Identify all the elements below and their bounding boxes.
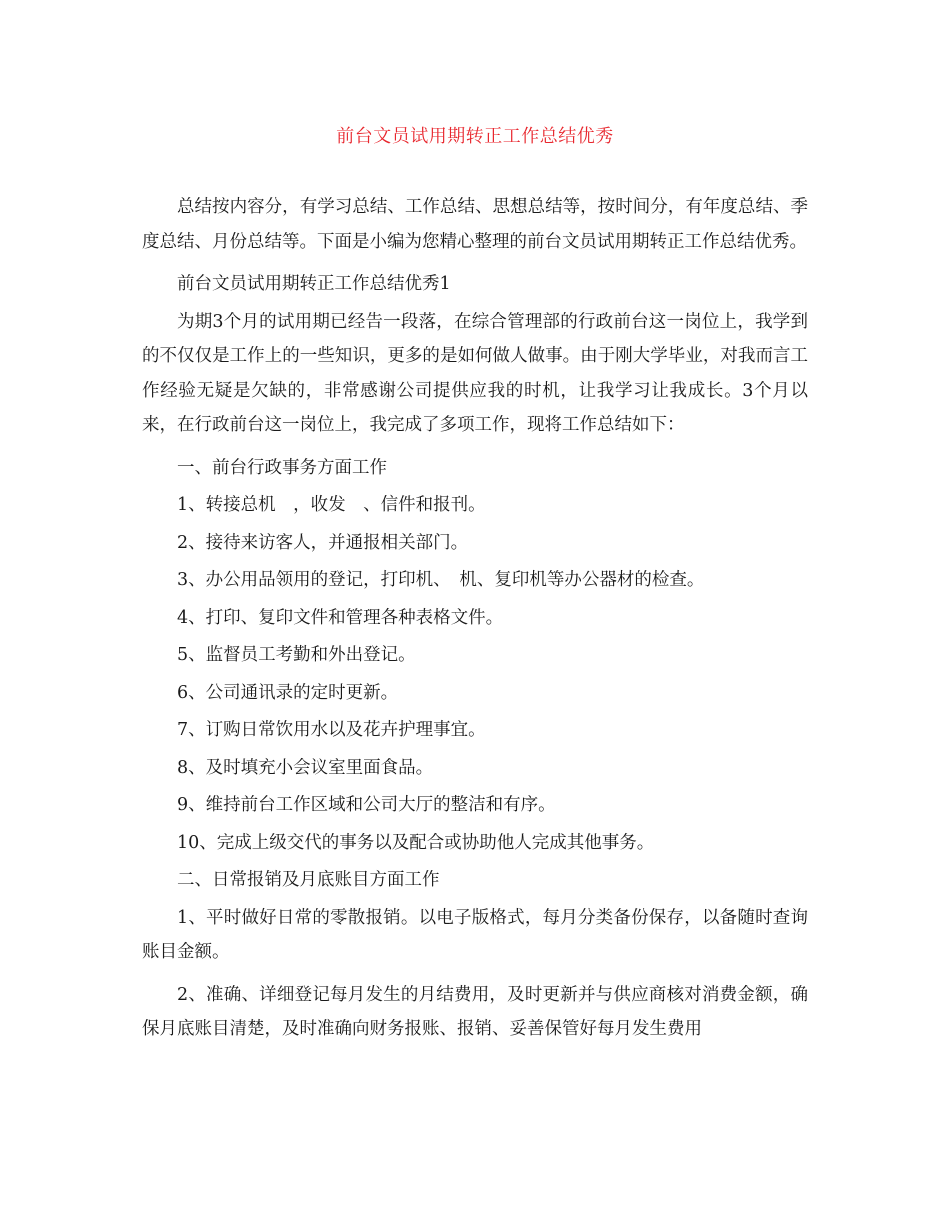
body-paragraph: 为期3个月的试用期已经告一段落，在综合管理部的行政前台这一岗位上，我学到的不仅仅是工作上的一些知识，更多的是如何做人做事。由于刚大学毕业，对我而言工作经验无疑是欠缺的，非常感谢公司提供应我的时机，让我学习让我成长。3个月以来，在行政前台这一岗位上，我完成了多项工作，现将工作总结如下： [142,311,808,435]
list-item: 10、完成上级交代的事务以及配合或协助他人完成其他事务。 [177,832,655,853]
list-item: 6、公司通讯录的定时更新。 [177,682,399,703]
section-heading: 二、日常报销及月底账目方面工作 [177,870,440,890]
document-body [142,190,808,1050]
list-item: 1、转接总机 ，收发 、信件和报刊。 [177,495,486,515]
list-item: 2、准确、详细登记每月发生的月结费用，及时更新并与供应商核对消费金额，确保月底账目清楚，及时准确向财务报账、报销、妥善保管好每月发生费用 [142,984,808,1039]
list-item: 4、打印、复印文件和管理各种表格文件。 [177,607,504,628]
list-item: 7、订购日常饮用水以及花卉护理事宜。 [177,720,486,740]
list-item: 2、接待来访客人，并通报相关部门。 [177,532,469,553]
list-item: 1、平时做好日常的零散报销。以电子版格式，每月分类备份保存，以备随时查询账目金额。 [142,907,808,962]
list-item: 9、维持前台工作区域和公司大厅的整洁和有序。 [177,795,556,815]
list-item: 5、监督员工考勤和外出登记。 [177,645,416,665]
section-heading: 前台文员试用期转正工作总结优秀1 [177,274,451,294]
section-heading: 一、前台行政事务方面工作 [177,457,387,478]
list-item: 3、办公用品领用的登记，打印机、 机、复印机等办公器材的检查。 [177,570,705,590]
intro-paragraph: 总结按内容分，有学习总结、工作总结、思想总结等，按时间分，有年度总结、季度总结、月份总结等。下面是小编为您精心整理的前台文员试用期转正工作总结优秀。 [142,197,808,252]
document-title: 前台文员试用期转正工作总结优秀 [336,126,614,147]
list-item: 8、及时填充小会议室里面食品。 [177,757,434,778]
